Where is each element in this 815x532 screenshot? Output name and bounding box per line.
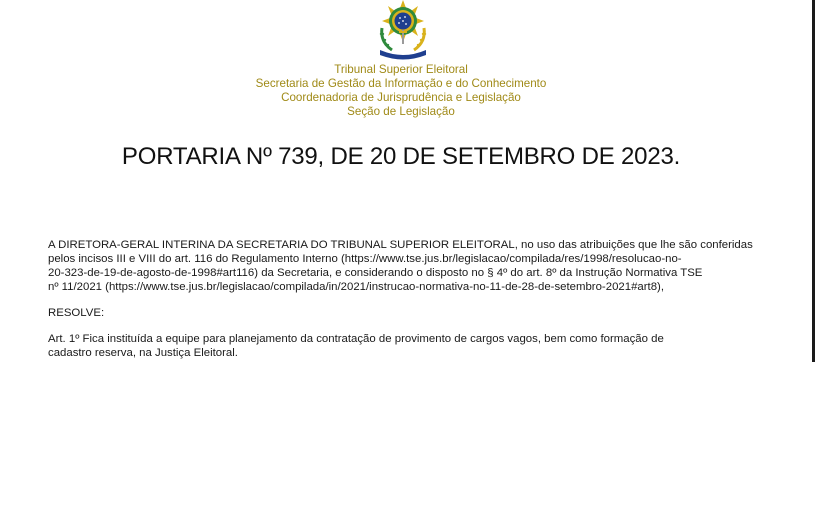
header-line-section: Seção de Legislação	[347, 105, 455, 118]
brazil-coat-of-arms-icon	[370, 0, 436, 62]
resolve-label: RESOLVE:	[48, 307, 105, 319]
article-1-paragraph	[48, 332, 768, 360]
article-line: Art. 1º Fica instituída a equipe para planejamento da contratação de provimento de cargos vagos, bem como formação de	[48, 333, 664, 345]
article-line: cadastro reserva, na Justiça Eleitoral.	[48, 347, 238, 359]
document-title: PORTARIA Nº 739, DE 20 DE SETEMBRO DE 2023.	[121, 143, 681, 170]
institution-header	[0, 63, 802, 119]
resolve-heading	[48, 306, 768, 320]
header-line-secretariat: Secretaria de Gestão da Informação e do Conhecimento	[255, 77, 547, 90]
preamble-line: pelos incisos III e VIII do art. 116 do Regulamento Interno (https://www.tse.jus.br/legislacao/compilada/res/1998/resolucao-no-	[48, 253, 682, 265]
preamble-line: A DIRETORA-GERAL INTERINA DA SECRETARIA DO TRIBUNAL SUPERIOR ELEITORAL, no uso das atribuições que lhe são conferidas	[48, 239, 753, 251]
header-line-coordination: Coordenadoria de Jurisprudência e Legislação	[281, 91, 521, 104]
header-line-court: Tribunal Superior Eleitoral	[334, 63, 468, 76]
preamble-line: 20-323-de-19-de-agosto-de-1998#art116) da Secretaria, e considerando o disposto no § 4º do art. 8º da Instrução Normativa TSE	[48, 267, 703, 279]
preamble-paragraph	[48, 238, 768, 294]
preamble-line: nº 11/2021 (https://www.tse.jus.br/legislacao/compilada/in/2021/instrucao-normativa-no-11-de-28-de-setembro-2021#art8),	[48, 281, 664, 293]
